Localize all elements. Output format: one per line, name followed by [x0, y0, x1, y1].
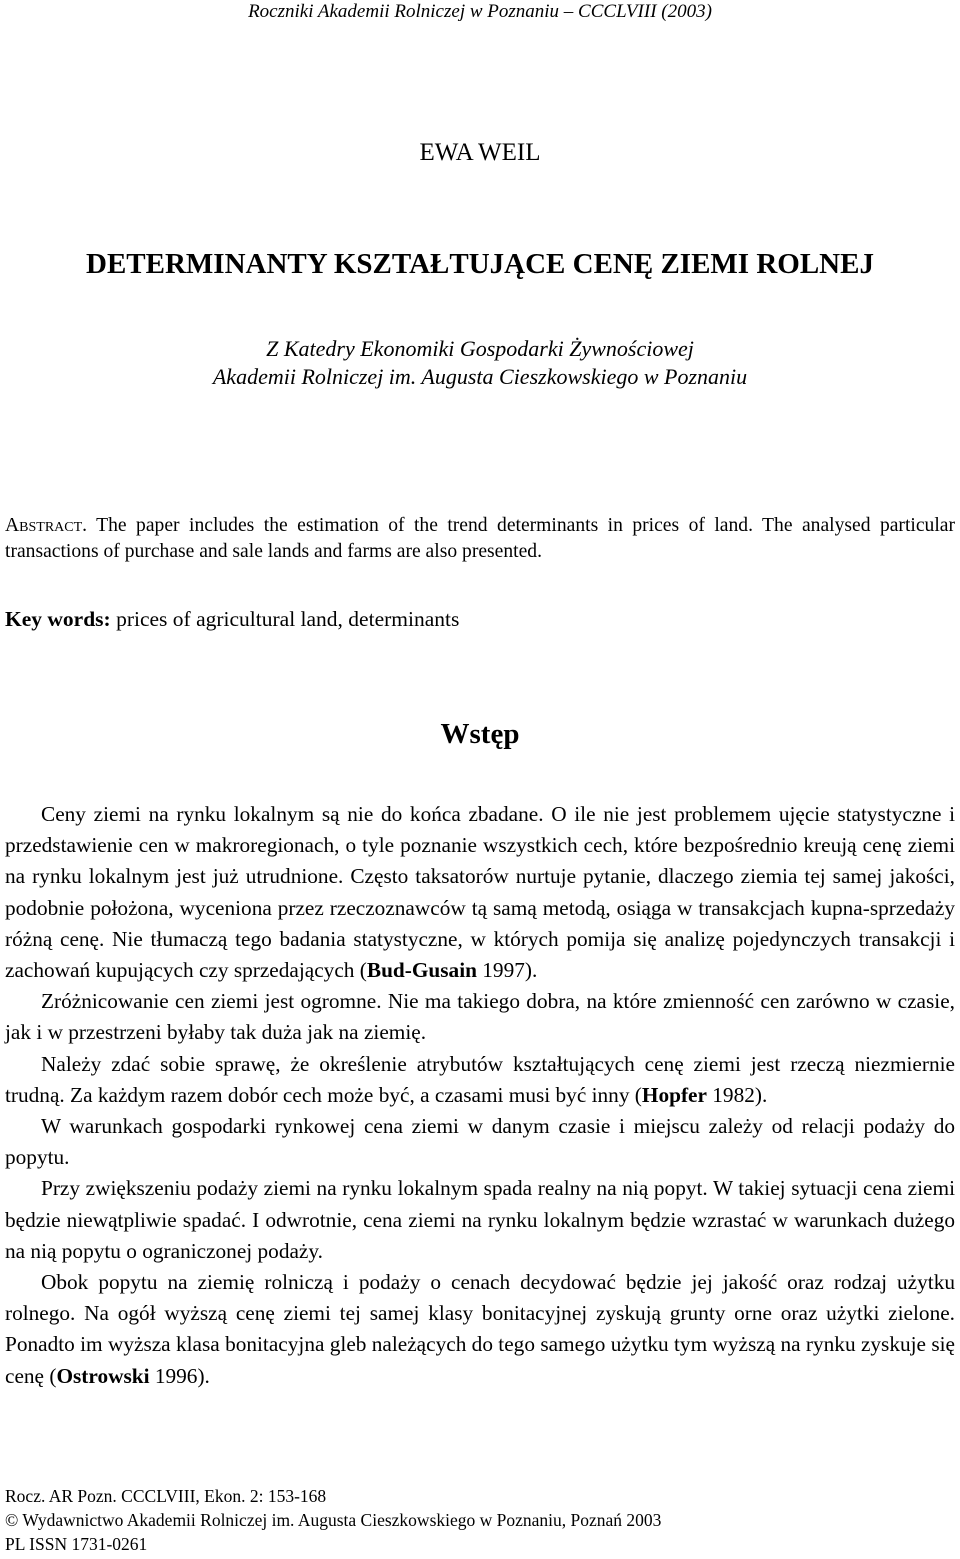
keywords-text: prices of agricultural land, determinants — [116, 607, 460, 631]
paragraph-1 — [5, 799, 955, 986]
article-title: DETERMINANTY KSZTAŁTUJĄCE CENĘ ZIEMI ROLNEJ — [86, 248, 874, 280]
citation-year: 1997). — [476, 958, 538, 983]
body-text — [5, 799, 955, 1392]
running-head: Roczniki Akademii Rolniczej w Poznaniu – CCCLVIII (2003) — [248, 1, 712, 22]
citation-year: 1982). — [706, 1082, 768, 1107]
paragraph-6-text: Obok popytu na ziemię rolniczą i podaży o cenach decydować będzie jej jakość oraz rodzaj użytku rolnego. Na ogół wyższą cenę ziemi tej samej klasy bonitacyjnej zyskują grunty orne oraz użytki zielone. Ponadto im wyższa klasa bonitacyjna gleb należących do tego samego użytku tym wyższą na rynku zyskuje się cenę ( — [5, 1270, 955, 1388]
affiliation-line-1: Z Katedry Ekonomiki Gospodarki Żywnościowej — [266, 336, 694, 361]
paragraph-2-text: Zróżnicowanie cen ziemi jest ogromne. Nie ma takiego dobra, na które zmienność cen zarówno w czasie, jak i w przestrzeni byłaby tak duża jak na ziemię. — [5, 989, 955, 1045]
citation-author: Bud-Gusain — [366, 958, 477, 983]
keywords-label: Key words: — [5, 607, 111, 631]
paragraph-3 — [5, 1049, 955, 1111]
paragraph-3-text: Należy zdać sobie sprawę, że określenie atrybutów kształtujących cenę ziemi jest rzeczą niezmiernie trudną. Za każdym razem dobór cech może być, a czasami musi być inny ( — [5, 1051, 955, 1107]
citation-year: 1996). — [149, 1363, 210, 1388]
paragraph-5 — [5, 1173, 955, 1267]
journal-citation: Rocz. AR Pozn. CCCLVIII, Ekon. 2: 153-168 — [5, 1486, 327, 1506]
citation-author: Hopfer — [641, 1082, 707, 1107]
abstract-label: Abstract. — [5, 515, 88, 536]
paragraph-2 — [5, 986, 955, 1048]
issn-line: PL ISSN 1731-0261 — [5, 1534, 148, 1554]
affiliation-line-2: Akademii Rolniczej im. Augusta Cieszkowskiego w Poznaniu — [212, 364, 748, 389]
citation-author: Ostrowski — [56, 1363, 150, 1388]
paragraph-6 — [5, 1267, 955, 1392]
affiliation — [0, 335, 960, 391]
abstract-text: The paper includes the estimation of the trend determinants in prices of land. The analysed particular transactions of purchase and sale lands and farms are also presented. — [5, 515, 956, 562]
keywords — [5, 605, 955, 633]
copyright-line: © Wydawnictwo Akademii Rolniczej im. Augusta Cieszkowskiego w Poznaniu, Poznań 2003 — [5, 1510, 662, 1530]
paragraph-4-text: W warunkach gospodarki rynkowej cena ziemi w danym czasie i miejscu zależy od relacji podaży do popytu. — [5, 1114, 955, 1170]
author-name: EWA WEIL — [419, 139, 541, 166]
paragraph-5-text: Przy zwiększeniu podaży ziemi na rynku lokalnym spada realny na nią popyt. W takiej sytuacji cena ziemi będzie niewątpliwie spadać. I odwrotnie, cena ziemi na rynku lokalnym będzie wzrastać w warunkach dużego na nią popytu o ograniczonej podaży. — [5, 1176, 955, 1263]
publication-footer — [5, 1484, 955, 1556]
section-heading: Wstęp — [440, 718, 520, 750]
paragraph-4 — [5, 1111, 955, 1173]
abstract — [5, 513, 955, 565]
paragraph-1-text: Ceny ziemi na rynku lokalnym są nie do końca zbadane. O ile nie jest problemem ujęcie statystyczne i przedstawienie cen w makroregionach, o tyle poznanie wszystkich cech, które bezpośrednio kreują cenę ziemi na rynku lokalnym jest już utrudnione. Często taksatorów nurtuje pytanie, dlaczego ziemia tej samej jakości, podobnie położona, wyceniona przez rzeczoznawców tą samą metodą, osiąga w transakcjach kupna-sprzedaży różną cenę. Nie tłumaczą tego badania statystyczne, w których pomija się analizę pojedynczych transakcji i zachowań kupujących czy sprzedających ( — [5, 802, 955, 983]
